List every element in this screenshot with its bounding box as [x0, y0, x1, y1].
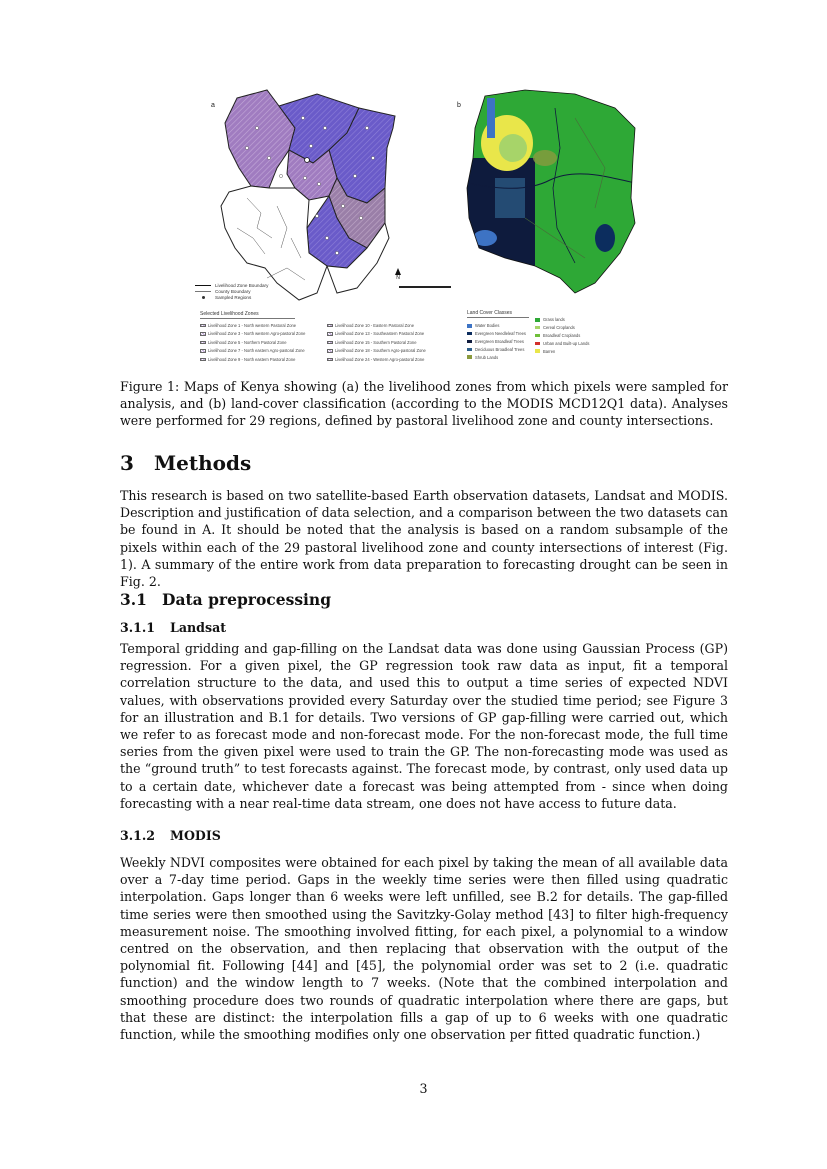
zones-title: Selected Livelihood Zones	[200, 311, 295, 319]
north-label: N	[396, 275, 400, 281]
subsubsection-modis-heading	[120, 828, 221, 843]
panel-a-label: a	[211, 102, 215, 109]
map-land-cover	[465, 88, 645, 303]
section-title: Methods	[154, 451, 252, 475]
land-cover-title: Land Cover Classes	[467, 310, 529, 318]
subsection-number: 3.1	[120, 590, 147, 609]
landsat-paragraph: Temporal gridding and gap-filling on the Landsat data was done using Gaussian Process (GP) regression. For a given pixel, the GP regression took raw data as input, fit a temporal correlation structure to the data, and used this to output a time series of expected NDVI values, with observations provided every Saturday over the studied time period; see Figure 3 for an illustration and B.1 for details. Two versions of GP gap-filling were carried out, which we refer to as forecast mode and non-forecast mode. For the non-forecast mode, the full time series from the given pixel were used to train the GP. The non-forecasting mode was used as the “ground truth” to test forecasts against. The forecast mode, by contrast, only used data up to a certain date, whichever date a forecast was being attempted from - since when doing forecasting with a near real-time data stream, one does not have access to future data.	[120, 641, 728, 811]
subsubsection-number: 3.1.2	[120, 828, 156, 843]
zone-label: Livelihood Zone 24 - Western Agro-pastoral Zone	[335, 356, 425, 362]
zone-label: Livelihood Zone 5 - Northern Pastoral Zone	[208, 339, 287, 345]
zone-label: Livelihood Zone 10 - Eastern Pastoral Zone	[335, 322, 414, 328]
modis-paragraph: Weekly NDVI composites were obtained for each pixel by taking the mean of all available data over a 7-day time period. Gaps in the weekly time series were then filled using quadratic interpolation. Gaps longer than 6 weeks were left unfilled, see B.2 for details. The gap-filled time series were then smoothed using the Savitzky-Golay method [43] to filter high-frequency measurement noise. The smoothing involved fitting, for each pixel, a polynomial to a window centred on the observation, and then replacing that observation with the output of the polynomial fit. Following [44] and [45], the polynomial order was set to 2 (i.e. quadratic function) and the window length to 7 weeks. (Note that the combined interpolation and smoothing procedure does two rounds of quadratic interpolation where there are gaps, but that these are distinct: the interpolation fills a gap of up to 6 weeks with one quadratic function, while the smoothing modifies only one observation per fitted quadratic function.)	[120, 855, 728, 1043]
legend-boundaries	[195, 282, 268, 300]
land-cover-label: Broadleaf Croplands	[543, 332, 581, 338]
land-cover-label: Evergreen Needleleaf Trees	[475, 331, 526, 337]
zone-label: Livelihood Zone 9 - North eastern Pastoral Zone	[208, 356, 296, 362]
figure-caption: Figure 1: Maps of Kenya showing (a) the livelihood zones from which pixels were sampled for analysis, and (b) land-cover classification (according to the MODIS MCD12Q1 data). Analyses were performed for 29 regions, defined by pastoral livelihood zone and county intersections.	[120, 379, 728, 429]
subsubsection-title: Landsat	[170, 620, 227, 635]
land-cover-legend-col2	[535, 316, 589, 355]
land-cover-label: Barren	[543, 348, 556, 354]
cereal-swatch	[535, 326, 540, 330]
scale-bar	[399, 286, 451, 288]
methods-paragraph: This research is based on two satellite-based Earth observation datasets, Landsat and MODIS. Description and justification of data selection, and a comparison between the two datasets can be found in A. It should be noted that the analysis is based on a random subsample of the pixels within each of the 29 pastoral livelihood zone and county intersections of interest (Fig. 1). A summary of the entire work from data preparation to forecasting drought can be seen in Fig. 2.	[120, 488, 728, 590]
legend-livelihood-boundary: Livelihood Zone Boundary	[215, 282, 269, 288]
figure-1	[195, 88, 645, 370]
map-livelihood-zones	[217, 88, 417, 303]
urban-swatch	[535, 342, 540, 346]
water-swatch	[467, 324, 472, 328]
land-cover-label: Urban and Built-up Lands	[543, 340, 590, 346]
zones-legend	[200, 322, 445, 363]
deciduous-broadleaf-swatch	[467, 348, 472, 352]
subsubsection-title: MODIS	[170, 828, 221, 843]
land-cover-label: Shrub Lands	[475, 354, 499, 360]
zone-label: Livelihood Zone 1 - North western Pastoral Zone	[208, 322, 297, 328]
land-cover-label: Grass lands	[543, 317, 565, 323]
subsubsection-number: 3.1.1	[120, 620, 156, 635]
north-arrow-icon	[395, 268, 401, 281]
barren-swatch	[535, 349, 540, 353]
legend-county-boundary: County Boundary	[215, 288, 251, 294]
broadleaf-crop-swatch	[535, 334, 540, 338]
grass-swatch	[535, 318, 540, 322]
zone-label: Livelihood Zone 15 - Southern Pastoral Zone	[335, 339, 417, 345]
evergreen-broadleaf-swatch	[467, 340, 472, 344]
zone-label: Livelihood Zone 18 - Southern Agro-pastoral Zone	[335, 348, 426, 354]
land-cover-legend-col1	[467, 322, 526, 361]
page-number: 3	[419, 1081, 428, 1096]
zone-label: Livelihood Zone 7 - North eastern Agro-pastoral Zone	[208, 348, 305, 354]
subsubsection-landsat-heading	[120, 620, 226, 635]
zone-label: Livelihood Zone 13 - Southeastern Pastoral Zone	[335, 331, 425, 337]
evergreen-needleleaf-swatch	[467, 332, 472, 336]
section-heading	[120, 451, 251, 475]
land-cover-label: Water Bodies	[475, 323, 500, 329]
land-cover-label: Cereal Croplands	[543, 325, 575, 331]
land-cover-label: Evergreen Broadleaf Trees	[475, 338, 524, 344]
section-number: 3	[120, 451, 134, 475]
subsection-heading	[120, 590, 331, 609]
shrub-swatch	[467, 355, 472, 359]
zone-label: Livelihood Zone 3 - North western Agro-pastoral Zone	[208, 331, 306, 337]
subsection-title: Data preprocessing	[162, 590, 332, 609]
legend-sampled-regions: Sampled Regions	[215, 294, 252, 300]
panel-b-label: b	[457, 102, 461, 109]
land-cover-label: Deciduous Broadleaf Trees	[475, 346, 525, 352]
